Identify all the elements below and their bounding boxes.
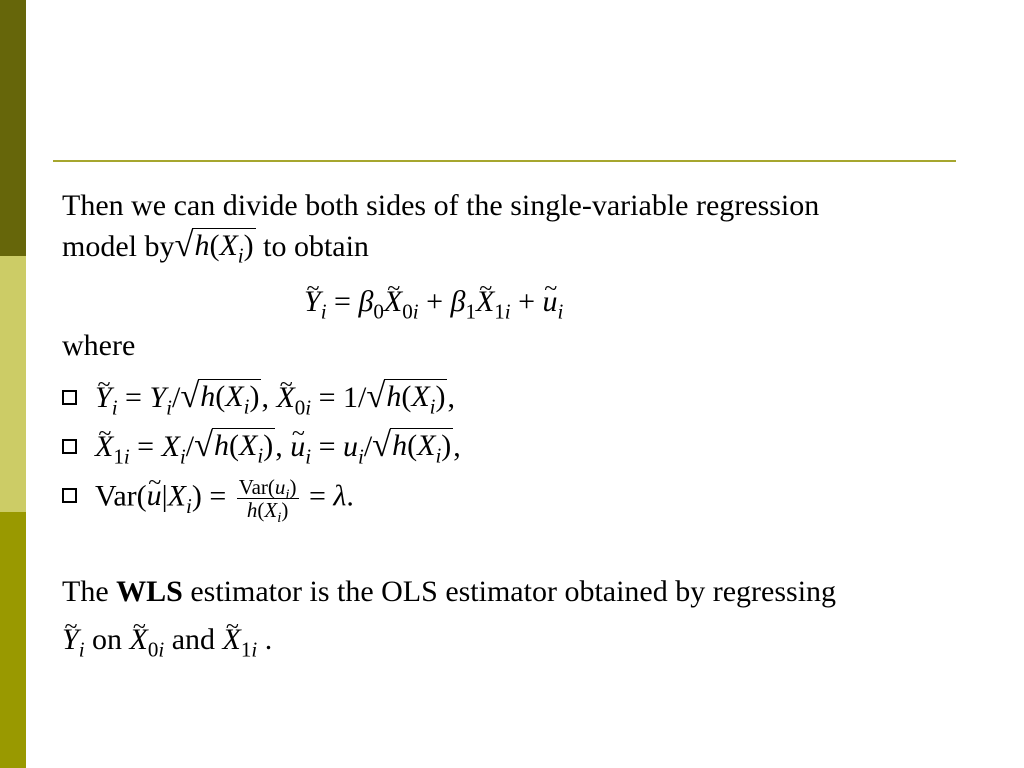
conclusion-line-1: [62, 572, 836, 612]
bullet-3: Var(~ $u|X_i$) = $\frac{Var(u_i)}{h(X_i)}$ = λ.: [62, 476, 354, 521]
conclusion-period: .: [264, 623, 273, 656]
bullet-2: ~ $X_{1i} = X_i/$ √ $h(X_i)$ , ~ $u_i = u_i/$ √ $h(X_i)$ ,: [62, 427, 461, 467]
title-divider: [53, 160, 956, 162]
transformed-model-equation: ~ $Y_i$ = $\beta_0\sim$ $X_{0i}$ + $\beta_1\sim$ $X_{1i}$ + ~ $u_i$: [304, 282, 563, 322]
bullet-square-icon: [62, 390, 77, 405]
sidebar-middle-band: [0, 256, 26, 512]
wls-term: WLS: [116, 575, 183, 608]
conclusion-text-b: estimator is the OLS estimator obtained by regressing: [190, 575, 837, 608]
bullet-square-icon: [62, 439, 77, 454]
where-text: where: [62, 329, 136, 362]
conclusion-and-text: and: [171, 623, 216, 656]
bullet-1: ~ $Y_i = Y_i/$ √ $h(X_i)$ , ~ $X_{0i} = 1/$ √ $h(X_i)$ ,: [62, 378, 455, 418]
conclusion-text-a: The: [62, 575, 109, 608]
intro-text-1: Then we can divide both sides of the single-variable regression: [62, 189, 820, 222]
sqrt-h-formula: √ $h(X_i)$: [174, 226, 254, 268]
sidebar-top-band: [0, 0, 26, 256]
variance-fraction: $\frac{Var(u_i)}{h(X_i)}$: [238, 475, 297, 527]
conclusion-on-text: on: [92, 623, 123, 656]
conclusion-line-2: ~ $Y_i$ on ~ $X_{0i}$ and ~ $X_{1i}$ .: [62, 620, 272, 660]
intro-text-2a: model by: [62, 230, 175, 263]
where-line: [62, 326, 135, 366]
bullet-square-icon: [62, 488, 77, 503]
intro-line-2: [62, 227, 369, 267]
intro-text-2b: to obtain: [263, 230, 369, 263]
sidebar-bottom-band: [0, 512, 26, 768]
intro-line-1: [62, 186, 819, 226]
